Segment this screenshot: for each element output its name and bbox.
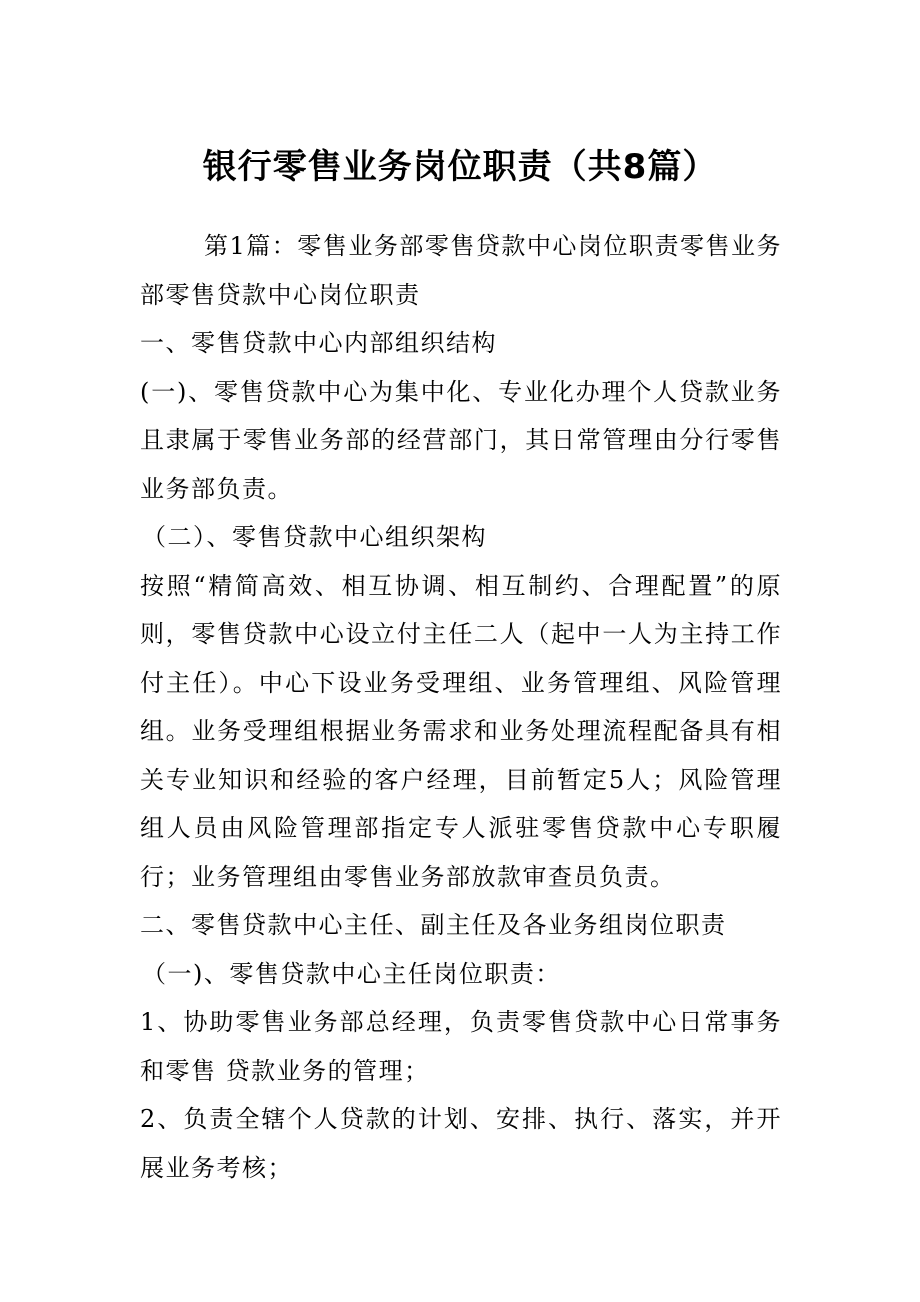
section-heading: 一、零售贷款中心内部组织结构 — [140, 329, 497, 357]
list-item: 1、协助零售业务部总经理，负责零售贷款中心日常事务和零售 贷款业务的管理； — [140, 1008, 782, 1085]
paragraph: (一)、零售贷款中心为集中化、专业化办理个人贷款业务且隶属于零售业务部的经营部门，其日常管理由分行零售业务部负责。 — [140, 377, 782, 503]
subsection-heading: （二）、零售贷款中心组织架构 — [142, 523, 487, 551]
paragraph: 按照“精简高效、相互协调、相互制约、合理配置”的原则，零售贷款中心设立付主任二人（起中一人为主持工作付主任）。中心下设业务受理组、业务管理组、风险管理组。业务受理组根据业务需求和业务处理流程配备具有相关专业知识和经验的客户经理，目前暂定5人；风险管理组人员由风险管理部指定专人派驻零售贷款中心专职履行；业务管理组由零售业务部放款审查员负责。 — [140, 571, 782, 891]
section-heading: 二、零售贷款中心主任、副主任及各业务组岗位职责 — [140, 911, 727, 939]
subsection-heading: （一)、零售贷款中心主任岗位职责： — [142, 959, 561, 988]
paragraph: 第1篇：零售业务部零售贷款中心岗位职责零售业务部零售贷款中心岗位职责 — [140, 232, 782, 309]
document-title: 银行零售业务岗位职责（共8篇） — [202, 147, 718, 187]
list-item: 2、负责全辖个人贷款的计划、安排、执行、落实，并开展业务考核； — [140, 1105, 782, 1182]
document-body — [140, 222, 782, 1192]
